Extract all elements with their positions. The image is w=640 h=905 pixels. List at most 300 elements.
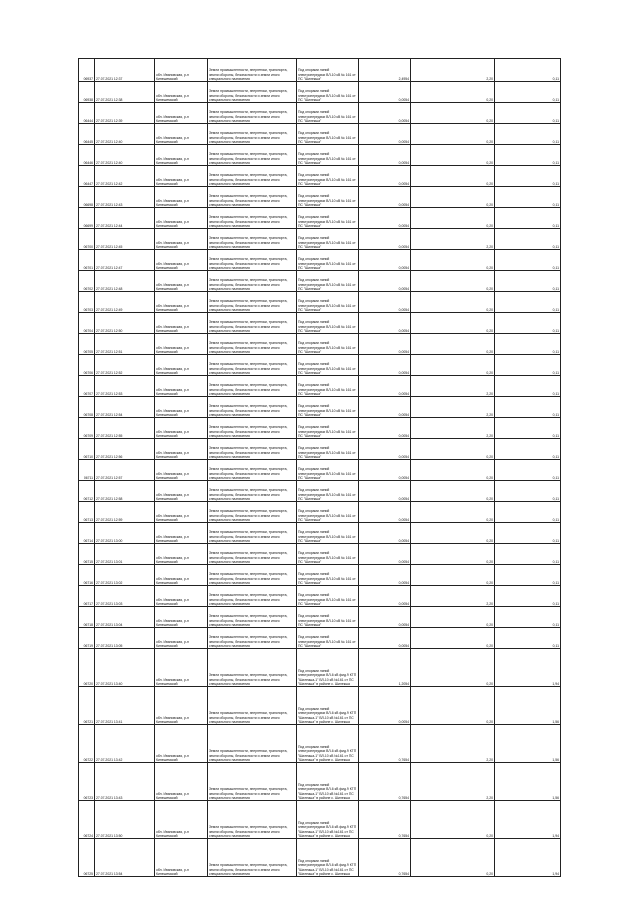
value-cell: 0,20 [411,82,495,103]
table-row [79,481,561,502]
amount-cell: 1,56 [495,725,561,763]
area-cell: 0,0054 [359,271,411,292]
value-cell: 2,20 [411,376,495,397]
date-time-cell: 27.07.2021 12:57 [95,460,155,481]
table-row [79,628,561,649]
area-cell: 0,0054 [359,145,411,166]
date-time-cell: 27.07.2021 13:43 [95,763,155,801]
land-category-cell: Земли промышленности, энергетики, транспорта, земли обороны, безопасности и земли иного специального назначения [208,271,297,292]
value-cell: 0,20 [411,565,495,586]
location-cell: обл. Ивановская, р-н Кинешемский [155,397,208,418]
value-cell: 0,20 [411,313,495,334]
value-cell: 0,20 [411,687,495,725]
location-cell: обл. Ивановская, р-н Кинешемский [155,544,208,565]
land-category-cell: Земли промышленности, энергетики, транспорта, земли обороны, безопасности и земли иного специального назначения [208,355,297,376]
record-number-cell: 06719 [79,628,95,649]
land-category-cell: Земли промышленности, энергетики, транспорта, земли обороны, безопасности и земли иного специального назначения [208,103,297,124]
record-number-cell: 06712 [79,481,95,502]
record-number-cell: 06702 [79,271,95,292]
table-row [79,271,561,292]
land-category-cell: Земли промышленности, энергетики, транспорта, земли обороны, безопасности и земли иного специального назначения [208,481,297,502]
date-time-cell: 27.07.2021 13:01 [95,544,155,565]
amount-cell: 0,11 [495,166,561,187]
value-cell: 0,20 [411,839,495,877]
location-cell: обл. Ивановская, р-н Кинешемский [155,565,208,586]
date-time-cell: 27.07.2021 12:54 [95,397,155,418]
permitted-use-cell: Под опорами линий электропередачи ВЛ-10 кВ № 161 от ПС "Шилекша" [297,250,359,271]
record-number-cell: 06723 [79,763,95,801]
amount-cell: 0,11 [495,145,561,166]
value-cell: 0,20 [411,502,495,523]
amount-cell: 0,11 [495,187,561,208]
permitted-use-cell: Под опорами линий электропередачи ВЛ-10 кВ № 161 от ПС "Шилекша" [297,103,359,124]
location-cell: обл. Ивановская, р-н Кинешемский [155,208,208,229]
amount-cell: 1,56 [495,763,561,801]
date-time-cell: 27.07.2021 12:38 [95,82,155,103]
date-time-cell: 27.07.2021 13:05 [95,628,155,649]
value-cell: 2,20 [411,229,495,250]
area-cell: 0,0054 [359,166,411,187]
area-cell: 0,0054 [359,124,411,145]
location-cell: обл. Ивановская, р-н Кинешемский [155,313,208,334]
record-number-cell: 06699 [79,208,95,229]
date-time-cell: 27.07.2021 12:42 [95,166,155,187]
amount-cell: 0,11 [495,208,561,229]
record-number-cell: 06937 [79,59,95,82]
table-row [79,439,561,460]
value-cell: 2,20 [411,59,495,82]
permitted-use-cell: Под опорами линий электропередачи ВЛ-10 кВ № 161 от ПС "Шилекша" [297,229,359,250]
amount-cell: 0,11 [495,418,561,439]
date-time-cell: 27.07.2021 12:49 [95,292,155,313]
permitted-use-cell: Под опорами линий электропередачи ВЛ-10 кВ № 161 от ПС "Шилекша" [297,145,359,166]
record-number-cell: 06701 [79,250,95,271]
land-category-cell: Земли промышленности, энергетики, транспорта, земли обороны, безопасности и земли иного специального назначения [208,59,297,82]
record-number-cell: 06718 [79,607,95,628]
amount-cell: 1,56 [495,687,561,725]
date-time-cell: 27.07.2021 13:02 [95,565,155,586]
permitted-use-cell: Под опорами линий электропередачи ВЛ-10 кВ № 161 от ПС "Шилекша" [297,460,359,481]
area-cell: 0,0054 [359,523,411,544]
permitted-use-cell: Под опорами линий электропередачи ВЛ-6 кВ фид.9 КТП "Шилекша-1" ВЛ-10 кВ №161 от ПС "Шилекша" в районе с. Шилекша [297,649,359,687]
area-cell: 0,0054 [359,103,411,124]
land-category-cell: Земли промышленности, энергетики, транспорта, земли обороны, безопасности и земли иного специального назначения [208,376,297,397]
location-cell: обл. Ивановская, р-н Кинешемский [155,271,208,292]
area-cell: 0,0054 [359,687,411,725]
location-cell: обл. Ивановская, р-н Кинешемский [155,103,208,124]
area-cell: 0,7654 [359,839,411,877]
area-cell: 0,0054 [359,586,411,607]
date-time-cell: 27.07.2021 12:44 [95,208,155,229]
permitted-use-cell: Под опорами линий электропередачи ВЛ-10 кВ № 161 от ПС "Шилекша" [297,124,359,145]
date-time-cell: 27.07.2021 12:47 [95,250,155,271]
permitted-use-cell: Под опорами линий электропередачи ВЛ-10 кВ № 161 от ПС "Шилекша" [297,187,359,208]
land-category-cell: Земли промышленности, энергетики, транспорта, земли обороны, безопасности и земли иного специального назначения [208,687,297,725]
location-cell: обл. Ивановская, р-н Кинешемский [155,607,208,628]
table-row [79,166,561,187]
date-time-cell: 27.07.2021 12:45 [95,229,155,250]
amount-cell: 0,11 [495,355,561,376]
amount-cell: 0,11 [495,586,561,607]
location-cell: обл. Ивановская, р-н Кинешемский [155,418,208,439]
area-cell: 0,0054 [359,460,411,481]
land-category-cell: Земли промышленности, энергетики, транспорта, земли обороны, безопасности и земли иного специального назначения [208,124,297,145]
date-time-cell: 27.07.2021 12:53 [95,376,155,397]
permitted-use-cell: Под опорами линий электропередачи ВЛ-10 кВ № 161 от ПС "Шилекша" [297,607,359,628]
record-number-cell: 06700 [79,229,95,250]
record-number-cell: 06725 [79,839,95,877]
date-time-cell: 27.07.2021 12:58 [95,481,155,502]
area-cell: 2,4954 [359,59,411,82]
table-row [79,334,561,355]
table-row [79,145,561,166]
record-number-cell: 06717 [79,586,95,607]
amount-cell: 0,11 [495,607,561,628]
location-cell: обл. Ивановская, р-н Кинешемский [155,59,208,82]
permitted-use-cell: Под опорами линий электропередачи ВЛ-10 кВ № 161 от ПС "Шилекша" [297,481,359,502]
value-cell: 0,20 [411,292,495,313]
land-category-cell: Земли промышленности, энергетики, транспорта, земли обороны, безопасности и земли иного специального назначения [208,839,297,877]
land-category-cell: Земли промышленности, энергетики, транспорта, земли обороны, безопасности и земли иного специального назначения [208,565,297,586]
land-category-cell: Земли промышленности, энергетики, транспорта, земли обороны, безопасности и земли иного специального назначения [208,166,297,187]
location-cell: обл. Ивановская, р-н Кинешемский [155,124,208,145]
date-time-cell: 27.07.2021 13:00 [95,523,155,544]
value-cell: 0,20 [411,649,495,687]
area-cell: 1,2054 [359,649,411,687]
amount-cell: 0,11 [495,271,561,292]
permitted-use-cell: Под опорами линий электропередачи ВЛ-6 кВ фид.9 КТП "Шилекша-1" ВЛ-10 кВ №161 от ПС "Шилекша" в районе с. Шилекша [297,725,359,763]
permitted-use-cell: Под опорами линий электропередачи ВЛ-10 кВ № 161 от ПС "Шилекша" [297,628,359,649]
permitted-use-cell: Под опорами линий электропередачи ВЛ-10 кВ № 161 от ПС "Шилекша" [297,418,359,439]
amount-cell: 0,11 [495,82,561,103]
record-number-cell: 06703 [79,292,95,313]
location-cell: обл. Ивановская, р-н Кинешемский [155,145,208,166]
value-cell: 0,20 [411,628,495,649]
value-cell: 2,20 [411,725,495,763]
area-cell: 0,0054 [359,355,411,376]
area-cell: 0,0054 [359,82,411,103]
area-cell: 0,0054 [359,292,411,313]
area-cell: 0,0054 [359,397,411,418]
amount-cell: 0,11 [495,502,561,523]
amount-cell: 0,11 [495,628,561,649]
value-cell: 0,20 [411,187,495,208]
permitted-use-cell: Под опорами линий электропередачи ВЛ-10 кВ № 161 от ПС "Шилекша" [297,208,359,229]
value-cell: 0,20 [411,166,495,187]
location-cell: обл. Ивановская, р-н Кинешемский [155,355,208,376]
permitted-use-cell: Под опорами линий электропередачи ВЛ-10 кВ № 161 от ПС "Шилекша" [297,586,359,607]
area-cell: 0,0054 [359,628,411,649]
permitted-use-cell: Под опорами линий электропередачи ВЛ-10 кВ № 161 от ПС "Шилекша" [297,565,359,586]
location-cell: обл. Ивановская, р-н Кинешемский [155,649,208,687]
location-cell: обл. Ивановская, р-н Кинешемский [155,725,208,763]
table-row [79,586,561,607]
record-number-cell: 06709 [79,418,95,439]
record-number-cell: 06713 [79,502,95,523]
date-time-cell: 27.07.2021 12:50 [95,313,155,334]
date-time-cell: 27.07.2021 13:54 [95,839,155,877]
record-number-cell: 06447 [79,166,95,187]
record-number-cell: 06698 [79,187,95,208]
area-cell: 0,0054 [359,544,411,565]
permitted-use-cell: Под опорами линий электропередачи ВЛ-10 кВ № 161 от ПС "Шилекша" [297,439,359,460]
date-time-cell: 27.07.2021 12:59 [95,502,155,523]
value-cell: 0,20 [411,124,495,145]
location-cell: обл. Ивановская, р-н Кинешемский [155,801,208,839]
table-row [79,418,561,439]
date-time-cell: 27.07.2021 13:42 [95,725,155,763]
table-row [79,607,561,628]
location-cell: обл. Ивановская, р-н Кинешемский [155,687,208,725]
location-cell: обл. Ивановская, р-н Кинешемский [155,82,208,103]
value-cell: 0,20 [411,145,495,166]
amount-cell: 0,11 [495,313,561,334]
table-row [79,460,561,481]
location-cell: обл. Ивановская, р-н Кинешемский [155,187,208,208]
date-time-cell: 27.07.2021 13:41 [95,687,155,725]
table-row [79,124,561,145]
table-row [79,313,561,334]
location-cell: обл. Ивановская, р-н Кинешемский [155,250,208,271]
area-cell: 0,7654 [359,763,411,801]
table-row [79,250,561,271]
amount-cell: 0,11 [495,376,561,397]
value-cell: 0,20 [411,271,495,292]
land-category-cell: Земли промышленности, энергетики, транспорта, земли обороны, безопасности и земли иного специального назначения [208,763,297,801]
amount-cell: 0,11 [495,397,561,418]
date-time-cell: 27.07.2021 13:50 [95,801,155,839]
land-category-cell: Земли промышленности, энергетики, транспорта, земли обороны, безопасности и земли иного специального назначения [208,439,297,460]
table-row [79,292,561,313]
table-row [79,725,561,763]
location-cell: обл. Ивановская, р-н Кинешемский [155,628,208,649]
permitted-use-cell: Под опорами линий электропередачи ВЛ-10 кВ № 161 от ПС "Шилекша" [297,59,359,82]
land-category-cell: Земли промышленности, энергетики, транспорта, земли обороны, безопасности и земли иного специального назначения [208,82,297,103]
date-time-cell: 27.07.2021 12:51 [95,334,155,355]
amount-cell: 0,11 [495,481,561,502]
land-category-cell: Земли промышленности, энергетики, транспорта, земли обороны, безопасности и земли иного специального назначения [208,628,297,649]
area-cell: 0,0054 [359,187,411,208]
record-number-cell: 06714 [79,523,95,544]
location-cell: обл. Ивановская, р-н Кинешемский [155,763,208,801]
table-row [79,355,561,376]
record-number-cell: 06446 [79,145,95,166]
permitted-use-cell: Под опорами линий электропередачи ВЛ-10 кВ № 161 от ПС "Шилекша" [297,355,359,376]
record-number-cell: 06724 [79,801,95,839]
date-time-cell: 27.07.2021 13:03 [95,586,155,607]
record-number-cell: 06704 [79,313,95,334]
land-category-cell: Земли промышленности, энергетики, транспорта, земли обороны, безопасности и земли иного специального назначения [208,544,297,565]
location-cell: обл. Ивановская, р-н Кинешемский [155,481,208,502]
amount-cell: 0,11 [495,523,561,544]
permitted-use-cell: Под опорами линий электропередачи ВЛ-10 кВ № 161 от ПС "Шилекша" [297,166,359,187]
location-cell: обл. Ивановская, р-н Кинешемский [155,292,208,313]
value-cell: 0,20 [411,801,495,839]
amount-cell: 0,11 [495,292,561,313]
location-cell: обл. Ивановская, р-н Кинешемский [155,166,208,187]
record-number-cell: 06708 [79,397,95,418]
area-cell: 0,0054 [359,376,411,397]
amount-cell: 1,94 [495,801,561,839]
land-category-cell: Земли промышленности, энергетики, транспорта, земли обороны, безопасности и земли иного специального назначения [208,523,297,544]
record-number-cell: 06710 [79,439,95,460]
date-time-cell: 27.07.2021 12:39 [95,103,155,124]
land-category-cell: Земли промышленности, энергетики, транспорта, земли обороны, безопасности и земли иного специального назначения [208,208,297,229]
table-row [79,229,561,250]
area-cell: 0,0054 [359,439,411,460]
permitted-use-cell: Под опорами линий электропередачи ВЛ-10 кВ № 161 от ПС "Шилекша" [297,271,359,292]
permitted-use-cell: Под опорами линий электропередачи ВЛ-6 кВ фид.9 КТП "Шилекша-1" ВЛ-10 кВ №161 от ПС "Шилекша" в районе с. Шилекша [297,763,359,801]
value-cell: 0,20 [411,544,495,565]
value-cell: 0,20 [411,523,495,544]
amount-cell: 0,11 [495,103,561,124]
permitted-use-cell: Под опорами линий электропередачи ВЛ-10 кВ № 161 от ПС "Шилекша" [297,523,359,544]
record-number-cell: 06716 [79,565,95,586]
table-row [79,565,561,586]
record-number-cell: 06706 [79,355,95,376]
permitted-use-cell: Под опорами линий электропередачи ВЛ-10 кВ № 161 от ПС "Шилекша" [297,292,359,313]
record-number-cell: 06445 [79,124,95,145]
date-time-cell: 27.07.2021 12:37 [95,59,155,82]
amount-cell: 0,11 [495,229,561,250]
location-cell: обл. Ивановская, р-н Кинешемский [155,460,208,481]
value-cell: 0,20 [411,607,495,628]
permitted-use-cell: Под опорами линий электропередачи ВЛ-6 кВ фид.9 КТП "Шилекша-1" ВЛ-10 кВ №161 от ПС "Шилекша" в районе с. Шилекша [297,839,359,877]
amount-cell: 0,11 [495,544,561,565]
land-category-cell: Земли промышленности, энергетики, транспорта, земли обороны, безопасности и земли иного специального назначения [208,250,297,271]
permitted-use-cell: Под опорами линий электропередачи ВЛ-10 кВ № 161 от ПС "Шилекша" [297,397,359,418]
record-number-cell: 06715 [79,544,95,565]
table-row [79,801,561,839]
land-category-cell: Земли промышленности, энергетики, транспорта, земли обороны, безопасности и земли иного специального назначения [208,229,297,250]
table-row [79,376,561,397]
value-cell: 2,20 [411,397,495,418]
value-cell: 0,20 [411,250,495,271]
area-cell: 0,0054 [359,334,411,355]
table-row [79,649,561,687]
record-number-cell: 06720 [79,649,95,687]
table-row [79,397,561,418]
land-category-cell: Земли промышленности, энергетики, транспорта, земли обороны, безопасности и земли иного специального назначения [208,502,297,523]
land-category-cell: Земли промышленности, энергетики, транспорта, земли обороны, безопасности и земли иного специального назначения [208,397,297,418]
date-time-cell: 27.07.2021 12:43 [95,187,155,208]
amount-cell: 1,94 [495,649,561,687]
record-number-cell: 06721 [79,687,95,725]
location-cell: обл. Ивановская, р-н Кинешемский [155,586,208,607]
land-category-cell: Земли промышленности, энергетики, транспорта, земли обороны, безопасности и земли иного специального назначения [208,334,297,355]
area-cell: 0,0054 [359,229,411,250]
location-cell: обл. Ивановская, р-н Кинешемский [155,376,208,397]
value-cell: 0,20 [411,355,495,376]
location-cell: обл. Ивановская, р-н Кинешемский [155,439,208,460]
amount-cell: 0,11 [495,59,561,82]
location-cell: обл. Ивановская, р-н Кинешемский [155,502,208,523]
date-time-cell: 27.07.2021 12:52 [95,355,155,376]
location-cell: обл. Ивановская, р-н Кинешемский [155,839,208,877]
amount-cell: 0,11 [495,124,561,145]
amount-cell: 1,94 [495,839,561,877]
date-time-cell: 27.07.2021 12:40 [95,124,155,145]
location-cell: обл. Ивановская, р-н Кинешемский [155,334,208,355]
value-cell: 2,20 [411,763,495,801]
record-number-cell: 06711 [79,460,95,481]
record-number-cell: 06722 [79,725,95,763]
table-row [79,502,561,523]
permitted-use-cell: Под опорами линий электропередачи ВЛ-10 кВ № 161 от ПС "Шилекша" [297,334,359,355]
value-cell: 2,20 [411,586,495,607]
amount-cell: 0,11 [495,334,561,355]
table-row [79,523,561,544]
area-cell: 0,0054 [359,313,411,334]
land-category-cell: Земли промышленности, энергетики, транспорта, земли обороны, безопасности и земли иного специального назначения [208,801,297,839]
amount-cell: 0,11 [495,250,561,271]
permitted-use-cell: Под опорами линий электропередачи ВЛ-10 кВ № 161 от ПС "Шилекша" [297,502,359,523]
date-time-cell: 27.07.2021 12:48 [95,271,155,292]
permitted-use-cell: Под опорами линий электропередачи ВЛ-6 кВ фид.9 КТП "Шилекша-1" ВЛ-10 кВ №161 от ПС "Шилекша" в районе с. Шилекша [297,687,359,725]
table-row [79,208,561,229]
table-row [79,103,561,124]
land-category-cell: Земли промышленности, энергетики, транспорта, земли обороны, безопасности и земли иного специального назначения [208,145,297,166]
area-cell: 0,0054 [359,502,411,523]
area-cell: 0,0054 [359,208,411,229]
table-row [79,763,561,801]
land-category-cell: Земли промышленности, энергетики, транспорта, земли обороны, безопасности и земли иного специального назначения [208,607,297,628]
permitted-use-cell: Под опорами линий электропередачи ВЛ-10 кВ № 161 от ПС "Шилекша" [297,544,359,565]
table-row [79,544,561,565]
value-cell: 0,20 [411,103,495,124]
land-category-cell: Земли промышленности, энергетики, транспорта, земли обороны, безопасности и земли иного специального назначения [208,418,297,439]
date-time-cell: 27.07.2021 12:40 [95,145,155,166]
location-cell: обл. Ивановская, р-н Кинешемский [155,229,208,250]
area-cell: 0,0054 [359,565,411,586]
location-cell: обл. Ивановская, р-н Кинешемский [155,523,208,544]
permitted-use-cell: Под опорами линий электропередачи ВЛ-6 кВ фид.9 КТП "Шилекша-1" ВЛ-10 кВ №161 от ПС "Шилекша" в районе с. Шилекша [297,801,359,839]
area-cell: 0,7654 [359,801,411,839]
area-cell: 0,7654 [359,725,411,763]
land-category-cell: Земли промышленности, энергетики, транспорта, земли обороны, безопасности и земли иного специального назначения [208,649,297,687]
land-plots-table [78,58,561,877]
record-number-cell: 06705 [79,334,95,355]
land-category-cell: Земли промышленности, энергетики, транспорта, земли обороны, безопасности и земли иного специального назначения [208,313,297,334]
amount-cell: 0,11 [495,439,561,460]
value-cell: 0,20 [411,460,495,481]
table-row [79,687,561,725]
land-category-cell: Земли промышленности, энергетики, транспорта, земли обороны, безопасности и земли иного специального назначения [208,292,297,313]
record-number-cell: 06444 [79,103,95,124]
value-cell: 2,20 [411,418,495,439]
date-time-cell: 27.07.2021 12:55 [95,418,155,439]
amount-cell: 0,11 [495,565,561,586]
area-cell: 0,0054 [359,250,411,271]
table-row [79,839,561,877]
area-cell: 0,0054 [359,481,411,502]
record-number-cell: 06707 [79,376,95,397]
permitted-use-cell: Под опорами линий электропередачи ВЛ-10 кВ № 161 от ПС "Шилекша" [297,313,359,334]
value-cell: 0,20 [411,481,495,502]
date-time-cell: 27.07.2021 13:04 [95,607,155,628]
table-row [79,187,561,208]
table-row [79,82,561,103]
land-category-cell: Земли промышленности, энергетики, транспорта, земли обороны, безопасности и земли иного специального назначения [208,187,297,208]
date-time-cell: 27.07.2021 12:56 [95,439,155,460]
permitted-use-cell: Под опорами линий электропередачи ВЛ-10 кВ № 161 от ПС "Шилекша" [297,82,359,103]
land-category-cell: Земли промышленности, энергетики, транспорта, земли обороны, безопасности и земли иного специального назначения [208,460,297,481]
value-cell: 0,20 [411,334,495,355]
table-row [79,59,561,82]
amount-cell: 0,11 [495,460,561,481]
permitted-use-cell: Под опорами линий электропередачи ВЛ-10 кВ № 161 от ПС "Шилекша" [297,376,359,397]
value-cell: 0,20 [411,439,495,460]
